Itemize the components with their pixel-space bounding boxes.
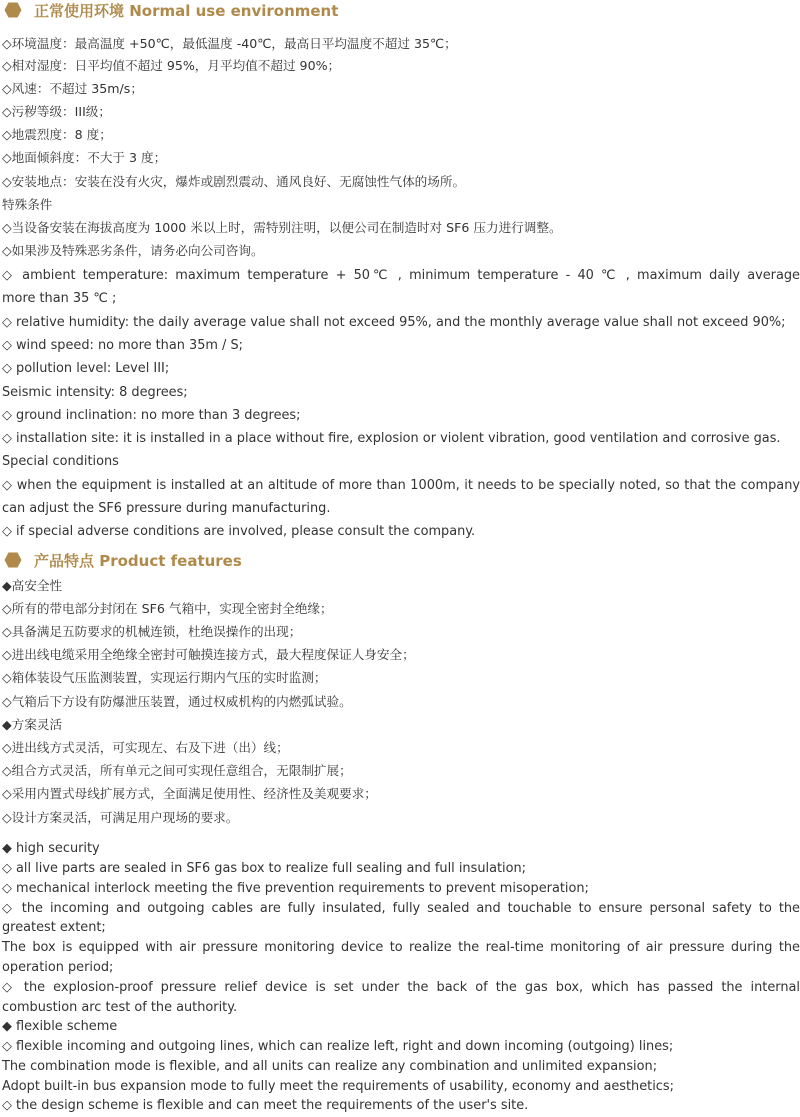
env-line-en: ◇ installation site: it is installed in a place without fire, explosion or violent vibration, good ventilation and corrosive gas. [2,431,781,446]
env-line: ◇相对湿度：日平均值不超过 95%，月平均值不超过 90%； [2,58,341,73]
env-line: ◇地震烈度：8 度； [2,127,112,142]
feature-line-en: ◇ the design scheme is flexible and can meet the requirements of the user's site. [2,1098,529,1113]
feature-line-en: The combination mode is flexible, and all units can realize any combination and unlimited expansion; [2,1059,658,1074]
feature-line-en: ◇ all live parts are sealed in SF6 gas box to realize full sealing and full insulation; [2,861,527,876]
section-heading-features [0,548,242,572]
env-subheading: 特殊条件 [2,197,53,212]
env-line: ◇污秽等级：III级； [2,104,111,119]
env-line-en: ◇ wind speed: no more than 35m / S; [2,338,244,353]
feature-line: ◇箱体装设气压监测装置，实现运行期内气压的实时监测； [2,670,327,685]
env-line: ◇安装地点：安装在没有火灾，爆炸或剧烈震动、通风良好、无腐蚀性气体的场所。 [2,174,466,189]
feature-line-en: greatest extent; [2,920,106,935]
env-line: ◇地面倾斜度：不大于 3 度； [2,150,167,165]
env-line: ◇如果涉及特殊恶劣条件，请务必向公司咨询。 [2,243,264,258]
env-line: ◇风速：不超过 35m/s； [2,81,143,96]
feature-subheading-en: ◆ flexible scheme [2,1019,118,1034]
env-line-en: Seismic intensity: 8 degrees; [2,385,188,400]
feature-line-en: ◇ the incoming and outgoing cables are fully insulated, fully sealed and touchable to ensure personal safety to the [2,901,800,916]
env-line-en: ◇ pollution level: Level III; [2,361,170,376]
section-title: 正常使用环境 Normal use environment [34,1,339,20]
feature-line-en: combustion arc test of the authority. [2,1000,238,1015]
feature-line: ◇具备满足五防要求的机械连锁，杜绝误操作的出现； [2,624,302,639]
env-line-en: can adjust the SF6 pressure during manufacturing. [2,501,331,516]
feature-line-en: ◇ mechanical interlock meeting the five prevention requirements to prevent misoperation; [2,881,589,896]
feature-line: ◇气箱后下方设有防爆泄压装置，通过权威机构的内燃弧试验。 [2,694,352,709]
feature-line-en: ◇ the explosion-proof pressure relief device is set under the back of the gas box, which has passed the internal [2,980,800,995]
feature-line-en: operation period; [2,960,114,975]
section-title: 产品特点 Product features [34,551,242,570]
feature-line: ◇进出线方式灵活，可实现左、右及下进（出）线； [2,740,289,755]
env-line-en: ◇ when the equipment is installed at an altitude of more than 1000m, it needs to be specially noted, so that the company [2,478,800,493]
env-subheading-en: Special conditions [2,454,119,469]
env-line-en: ◇ ground inclination: no more than 3 degrees; [2,408,301,423]
hexagon-icon [4,552,22,568]
feature-line-en: Adopt built-in bus expansion mode to fully meet the requirements of usability, economy and aesthetics; [2,1079,674,1094]
feature-subheading: ◆高安全性 [2,578,63,593]
hexagon-icon [4,2,22,18]
feature-subheading: ◆方案灵活 [2,717,63,732]
env-line-en: ◇ if special adverse conditions are involved, please consult the company. [2,524,476,539]
feature-line: ◇所有的带电部分封闭在 SF6 气箱中，实现全密封全绝缘； [2,601,333,616]
env-line-en: ◇ relative humidity: the daily average value shall not exceed 95%, and the monthly average value shall not exceed 90%; [2,315,786,330]
feature-line: ◇设计方案灵活，可满足用户现场的要求。 [2,810,239,825]
feature-line: ◇组合方式灵活，所有单元之间可实现任意组合，无限制扩展； [2,763,352,778]
feature-line: ◇采用内置式母线扩展方式，全面满足使用性、经济性及美观要求； [2,786,377,801]
section-heading-environment [0,0,338,22]
feature-line: ◇进出线电缆采用全绝缘全密封可触摸连接方式，最大程度保证人身安全； [2,647,415,662]
env-line-en: more than 35 ℃ ; [2,291,117,306]
env-line-en: ◇ ambient temperature: maximum temperature + 50℃ , minimum temperature - 40 ℃ , maximum daily average [2,268,800,283]
env-line: ◇环境温度：最高温度 +50℃，最低温度 -40℃，最高日平均温度不超过 35℃； [2,36,457,51]
feature-subheading-en: ◆ high security [2,841,100,856]
feature-line-en: The box is equipped with air pressure monitoring device to realize the real-time monitoring of air pressure during the [2,940,800,955]
env-line: ◇当设备安装在海拔高度为 1000 米以上时，需特别注明，以便公司在制造时对 SF6 压力进行调整。 [2,220,562,235]
feature-line-en: ◇ flexible incoming and outgoing lines, which can realize left, right and down incoming (outgoing) lines; [2,1039,674,1054]
